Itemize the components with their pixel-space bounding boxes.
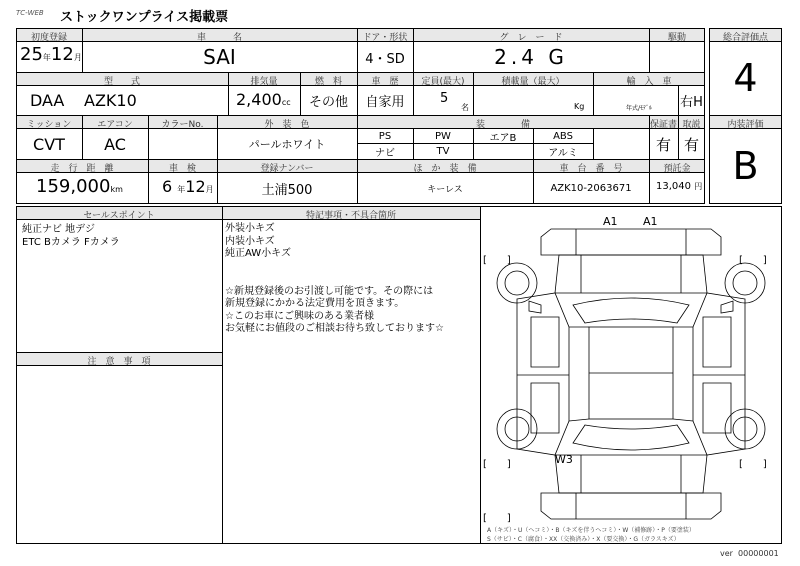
note-line [225, 273, 444, 286]
mileage: 159,000km [36, 176, 123, 197]
aircon: AC [104, 134, 126, 154]
note-line: ☆新規登録後のお引渡し可能です。その際には [225, 285, 434, 297]
history: 自家用 [365, 95, 405, 110]
page-title: ストックワンプライス掲載票 [60, 10, 229, 25]
capacity-label: 定員(最大) [421, 77, 465, 87]
car-outline-icon [481, 207, 781, 543]
interior-score-label: 内装評価 [727, 120, 764, 130]
inspection-label: 車 検 [168, 164, 196, 174]
equipment-navi: ナビ [375, 148, 395, 159]
note-line: 純正AW小キズ [225, 248, 291, 259]
color-no-label: カラーNo. [161, 120, 204, 130]
first-reg-label: 初度登録 [30, 33, 67, 43]
equipment-label: 装 備 [475, 120, 530, 130]
damage-mark-a1-left: A1 [603, 215, 618, 228]
deposit: 13,040 円 [656, 181, 703, 192]
exterior-color-label: 外 装 色 [264, 120, 310, 130]
capacity-unit: 名 [461, 103, 469, 112]
other-equipment: キーレス [427, 184, 463, 195]
note-line: 外装小キズ [225, 223, 275, 234]
equipment-airbag: エアB [489, 132, 517, 144]
drive [649, 42, 705, 72]
handle: 右H [680, 95, 703, 110]
bracket-bottom-left: [ ] [483, 459, 511, 470]
equipment-alumi: アルミ [548, 148, 578, 159]
damage-mark-a1-right: A1 [643, 215, 658, 228]
note-line: 新規登録にかかる法定費用を頂きます。 [225, 298, 405, 309]
manual: 有 [683, 135, 699, 154]
warranty: 有 [655, 135, 671, 154]
legend-line-1: A（キズ）・U（ヘコミ）・B（キズを伴うヘコミ）・W（補修跡）・P（要塗装） [487, 527, 695, 534]
equipment-empty [473, 144, 533, 159]
note-line [225, 261, 444, 274]
car-name: SAI [203, 45, 236, 69]
capacity: 5 [440, 91, 449, 106]
logo-text: TC-WEB [16, 9, 44, 17]
chassis-no-label: 車 台 番 号 [559, 164, 623, 174]
deposit-label: 預託金 [663, 164, 691, 174]
equipment-abs: ABS [553, 130, 573, 142]
damage-mark-w3: W3 [555, 453, 573, 466]
exterior-color: パールホワイト [248, 138, 326, 151]
manual-label: 取説 [682, 120, 701, 130]
mission-label: ミッション [26, 120, 72, 130]
sales-points-label: セールスポイント [83, 211, 155, 221]
year-model-label: 年式/ﾓﾃﾞﾙ [626, 105, 653, 112]
door-shape: 4・SD [365, 51, 405, 67]
drive-label: 駆動 [667, 33, 686, 43]
displacement: 2,400cc [236, 90, 291, 109]
note-line: お気軽にお値段のご相談お待ち致しております☆ [225, 323, 444, 334]
bracket-top-right: [ ] [739, 255, 767, 266]
warranty-label: 保証書 [649, 120, 677, 130]
bracket-bottom-right: [ ] [739, 459, 767, 470]
bracket-legend: [ ] [483, 513, 511, 524]
equipment-ps: PS [378, 130, 392, 142]
history-label: 車 歴 [371, 77, 399, 87]
model-prefix: DAA [30, 91, 65, 110]
sales-point-line: ETC Bカメラ Fカメラ [22, 237, 120, 248]
logo [16, 9, 56, 23]
note-line: ☆このお車にご興味のある業者様 [225, 310, 374, 322]
load-unit: Kg [574, 102, 585, 111]
mission: CVT [33, 134, 65, 154]
model-label: 型 式 [103, 77, 140, 87]
cautions-label: 注 意 事 項 [87, 357, 151, 367]
version: ver 00000001 [720, 549, 779, 558]
aircon-label: エアコン [97, 120, 133, 130]
bracket-top-left: [ ] [483, 255, 511, 266]
car-name-label: 車 名 [196, 33, 242, 43]
load-label: 積載量（最大） [501, 77, 565, 87]
special-notes [225, 223, 444, 336]
fuel-label: 燃 料 [314, 77, 342, 87]
equipment-pw: PW [435, 130, 451, 142]
other-equipment-label: ほ か 装 備 [413, 164, 477, 174]
import-label: 輸 入 車 [626, 77, 672, 87]
grade-label: グ レ ー ド [499, 33, 563, 43]
door-shape-label: ドア・形状 [362, 33, 408, 43]
special-notes-label: 特記事項・不具合箇所 [305, 211, 396, 221]
plate: 土浦500 [261, 182, 313, 198]
displacement-label: 排気量 [250, 77, 278, 87]
mileage-label: 走 行 距 離 [50, 164, 114, 174]
grade: 2.4 G [494, 45, 568, 69]
sales-points [22, 223, 120, 249]
fuel: その他 [308, 95, 348, 110]
chassis-no: AZK10-2063671 [550, 182, 632, 194]
total-score: 4 [733, 56, 758, 100]
equipment-tv: TV [436, 146, 450, 157]
sales-point-line: 純正ナビ 地デジ [22, 224, 95, 235]
total-score-label: 総合評価点 [722, 33, 768, 43]
plate-label: 登録ナンバー [260, 164, 314, 174]
color-no [148, 129, 217, 159]
inspection: 6 年12月 [162, 177, 214, 196]
model: AZK10 [84, 91, 137, 110]
note-line: 内装小キズ [225, 235, 275, 247]
first-reg-value: 25年12月 [20, 44, 82, 65]
interior-score: B [732, 144, 759, 188]
legend-line-2: S（サビ）・C（腐食）・XX（交換済み）・X（要交換）・G（ガラスキズ） [487, 536, 680, 543]
car-diagram [481, 207, 781, 543]
